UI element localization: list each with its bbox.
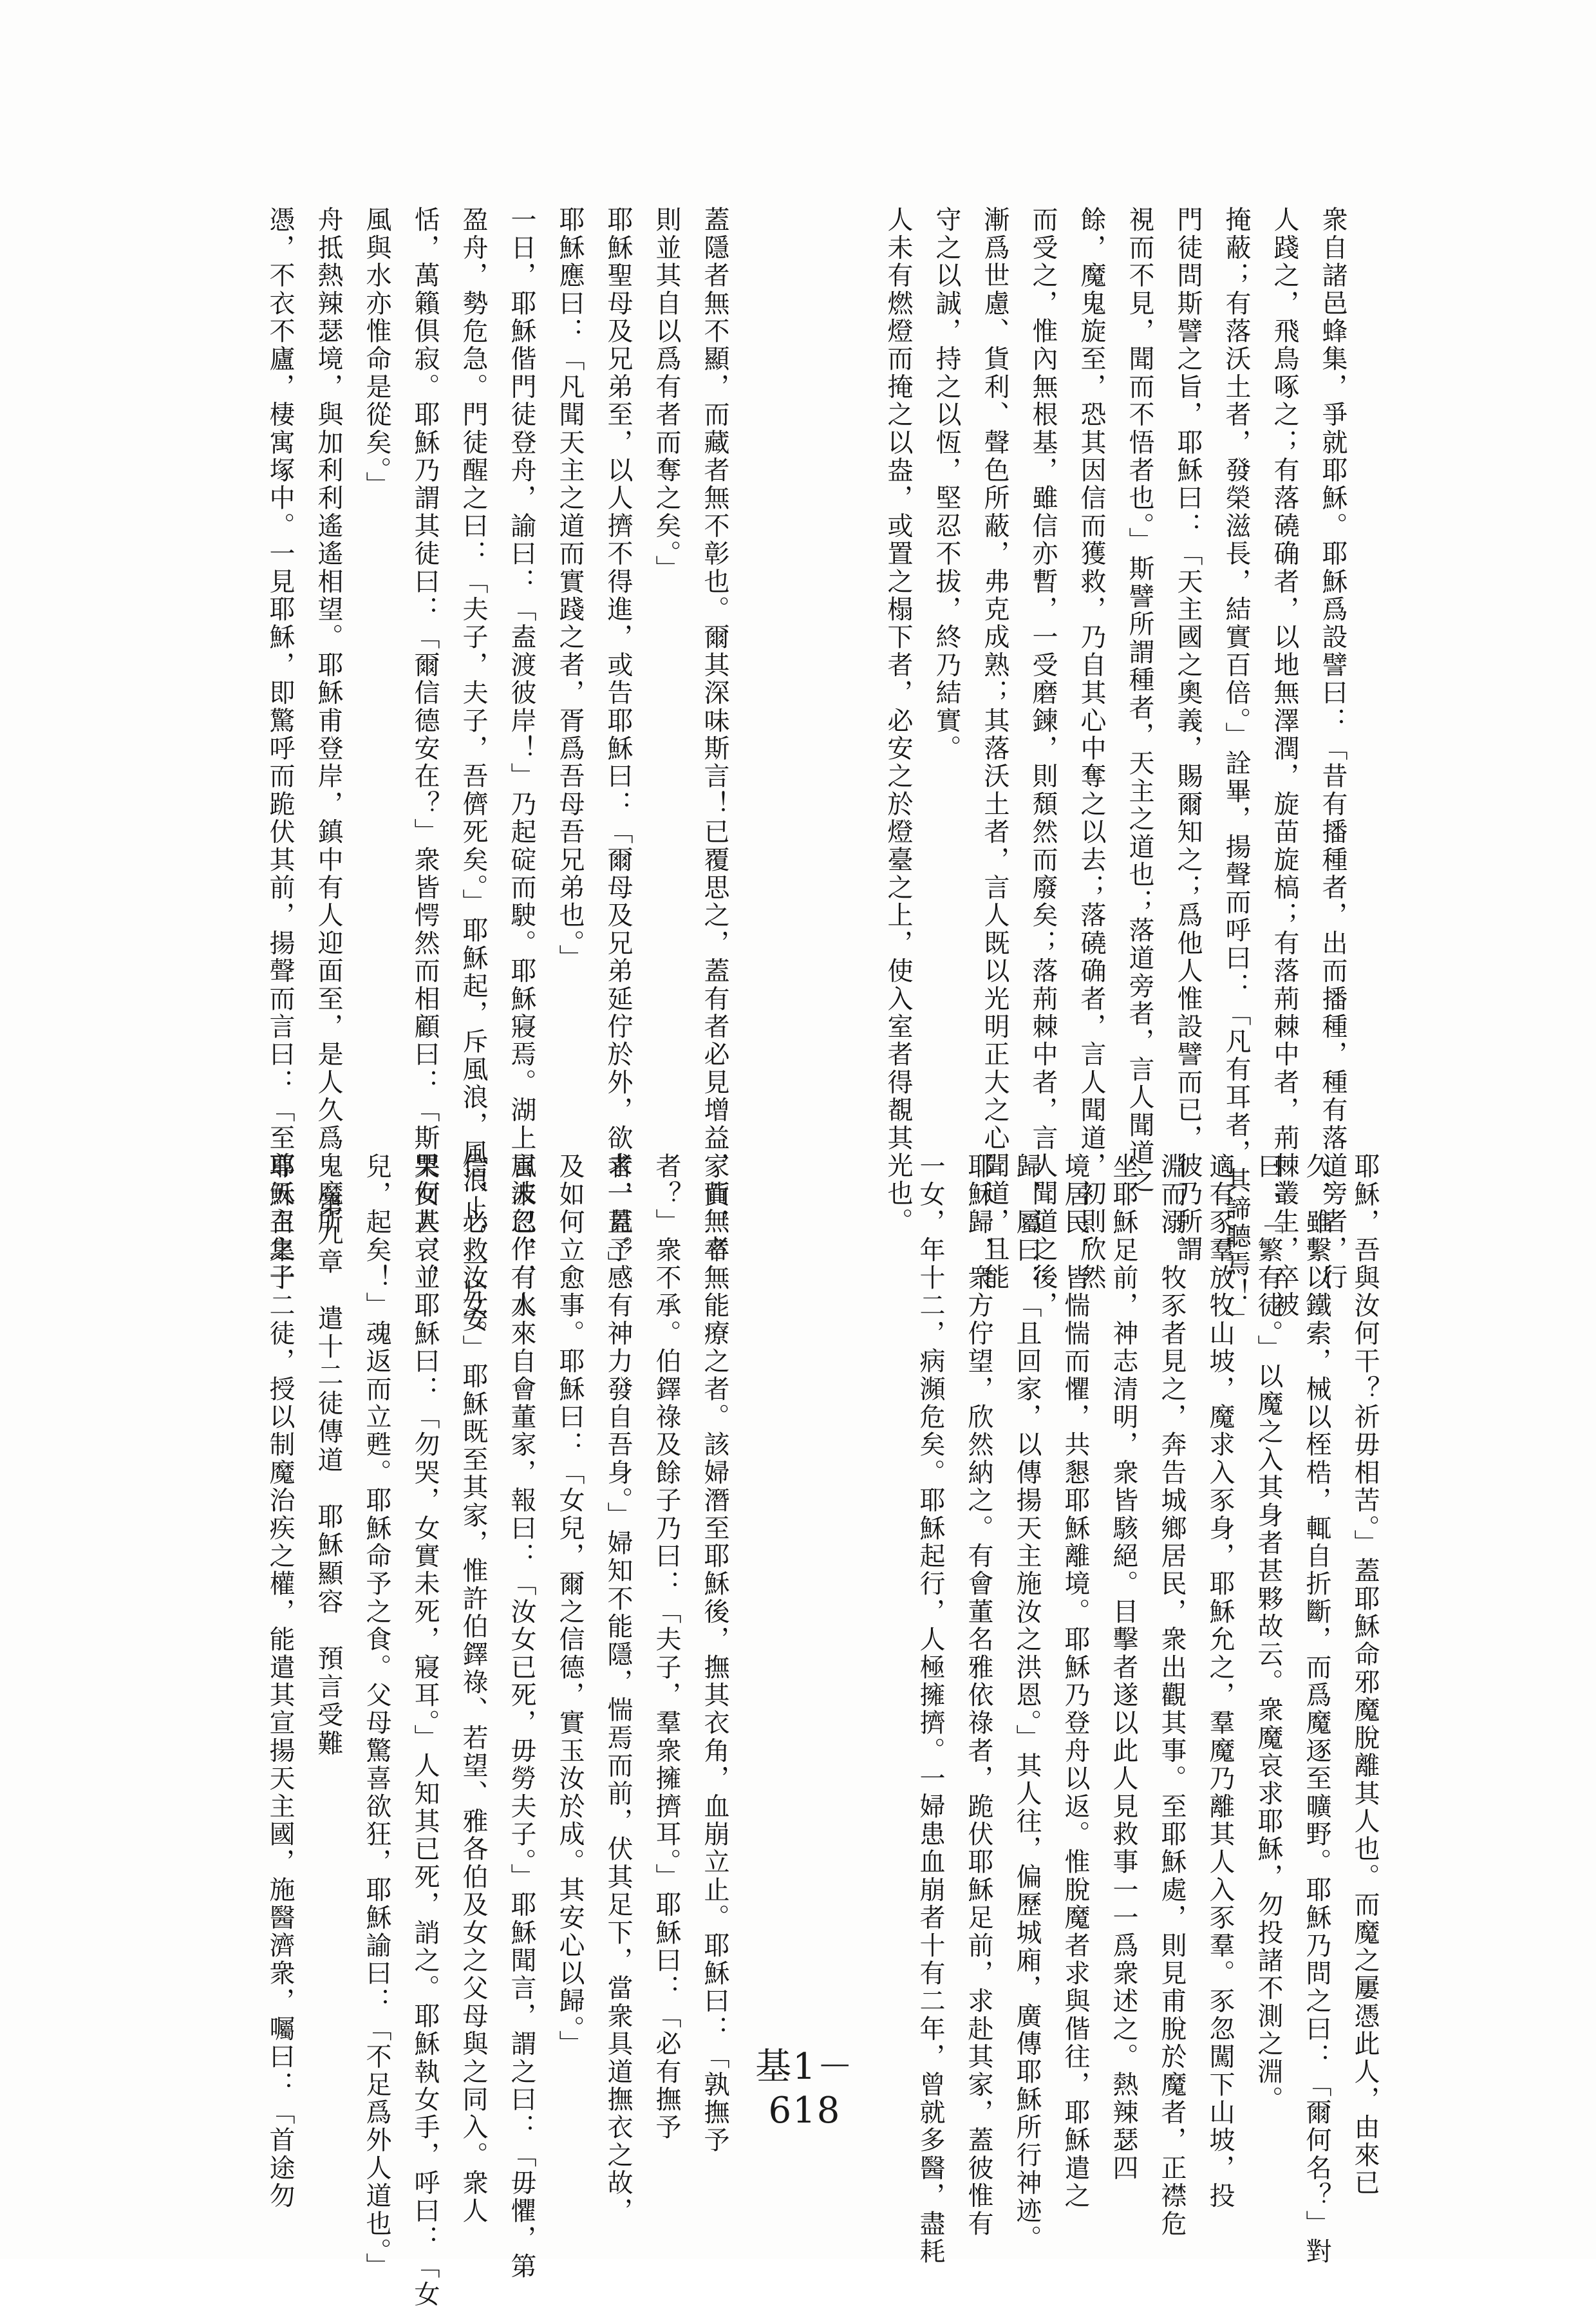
text-column: 恬，萬籟俱寂。耶穌乃謂其徒曰：「爾信德安在？」衆皆愕然而相顧曰：「斯果何人，並 bbox=[410, 206, 440, 1291]
text-column: 久，雖繫以鐵索，械以桎梏，輒自折斷，而爲魔逐至曠野。耶穌乃問之曰：「爾何名？」對 bbox=[1302, 1153, 1331, 2265]
text-column: 耶穌歸，衆方佇望，欣然納之。有會董名雅依祿者，跪伏耶穌足前，求赴其家，蓋彼惟有 bbox=[964, 1153, 993, 2238]
text-column: 哭女甚哀，耶穌曰：「勿哭，女實未死，寢耳。」人知其已死，誚之。耶穌執女手，呼曰：「女 bbox=[410, 1153, 440, 2308]
text-column: 人踐之，飛鳥啄之；有落磽确者，以地無澤潤，旋苗旋槁；有落荊棘中者，荊棘叢生，卒被 bbox=[1270, 206, 1299, 1319]
text-column: 一女，年十二，病瀕危矣。耶穌起行，人極擁擠。一婦患血崩者十有二年，曾就多醫，盡耗 bbox=[915, 1153, 945, 2265]
text-column: 歸，屬曰：「且回家，以傳揚天主施汝之洪恩。」其人往，偏歷城廂，廣傳耶穌所行神迹。 bbox=[1012, 1153, 1042, 2253]
text-block-top-left bbox=[248, 206, 729, 1334]
text-column: 則並其自以爲有者而奪之矣。」 bbox=[652, 206, 681, 583]
text-column: 盈舟，勢危急。門徒醒之曰：「夫子，夫子，吾儕死矣。」耶穌起，斥風浪，風浪止，一片安 bbox=[458, 206, 488, 1334]
text-column: 及如何立愈事。耶穌曰：「女兒，爾之信德，實玉汝於成。其安心以歸。」 bbox=[555, 1153, 585, 2058]
text-block-top-right bbox=[866, 206, 1347, 1334]
text-column: 耶穌，吾與汝何干？祈毋相苦。」蓋耶穌命邪魔脫離其人也。而魔之屢憑此人，由來已 bbox=[1350, 1153, 1380, 2197]
text-column: 守之以誠，持之以恆，堅忍不拔，終乃結實。 bbox=[932, 206, 961, 762]
text-column: 憑，不衣不廬，棲寓塚中。一見耶穌，即驚呼而跪伏其前，揚聲而言曰：「至尊天主之子 bbox=[265, 206, 295, 1291]
text-column: 淵而溺。牧豕者見之，奔告城鄉居民，衆出觀其事。至耶穌處，則見甫脫於魔者，正襟危 bbox=[1157, 1153, 1187, 2238]
text-column: 者，蓋予感有神力發自吾身。」婦知不能隱，惴焉而前，伏其足下，當衆具道撫衣之故， bbox=[603, 1153, 633, 2225]
text-column: 者？」衆不承。伯鐸祿及餘子乃曰：「夫子，羣衆擁擠耳。」耶穌曰：「必有撫予 bbox=[652, 1153, 681, 2142]
text-column: 耶穌聖母及兄弟至，以人擠不得進，或告耶穌曰：「爾母及兄弟延佇於外，欲求一見。」 bbox=[603, 206, 633, 1278]
text-column: 餘，魔鬼旋至，恐其因信而獲救，乃自其心中奪之以去；落磽确者，言人聞道，初則欣然 bbox=[1076, 206, 1106, 1291]
text-column: 兒，起矣！」魂返而立甦。耶穌命予之食。父母驚喜欲狂，耶穌諭曰：「不足爲外人道也。」 bbox=[362, 1153, 391, 2281]
text-column: 曰：「繁有徒。」以魔之入其身者甚夥故云。衆魔哀求耶穌，勿投諸不測之淵。 bbox=[1253, 1153, 1283, 2114]
text-column: 人未有燃燈而掩之以盎，或置之榻下者，必安之於燈臺之上，使入室者得覩其光也。 bbox=[883, 206, 913, 1236]
text-column: 衆自諸邑蜂集，爭就耶穌。耶穌爲設譬曰：「昔有播種者，出而播種，種有落道旁者，行 bbox=[1318, 206, 1347, 1291]
text-column: 風與水亦惟命是從矣。」 bbox=[362, 206, 391, 500]
text-column: 言未已，有人來自會董家，報曰：「汝女已死，毋勞夫子。」耶穌聞言，謂之曰：「毋懼，第 bbox=[507, 1153, 536, 2281]
text-column: 蓋隱者無不顯，而藏者無不彰也。爾其深味斯言！已覆思之，蓋有者必見增益，而無者 bbox=[700, 206, 729, 1263]
text-column: 耶穌應曰：「凡聞天主之道而實踐之者，胥爲吾母吾兄弟也。」 bbox=[555, 206, 585, 972]
text-column: 坐耶穌足前，神志清明，衆皆駭絕。目擊者遂以此人見救事一一爲衆述之。熱辣瑟四 bbox=[1109, 1153, 1138, 2182]
text-column: 一日，耶穌偕門徒登舟，諭曰：「盍渡彼岸！」乃起碇而駛。耶穌寢焉。湖上風波忽作，水 bbox=[507, 206, 536, 1319]
text-block-bottom-left bbox=[248, 1153, 729, 2308]
text-column: 掩蔽；有落沃土者，發榮滋長，結實百倍。」詮畢，揚聲而呼曰：「凡有耳者，其諦聽焉！」 bbox=[1221, 206, 1251, 1334]
text-column: 適有豕羣放牧山坡，魔求入豕身，耶穌允之，羣魔乃離其人入豕羣。豕忽闖下山坡，投 bbox=[1205, 1153, 1235, 2210]
text-column: 視而不見，聞而不悟者也。」斯譬所謂種者，天主之道也；落道旁者，言人聞道之 bbox=[1125, 206, 1154, 1195]
text-column: 信，必救汝女。」耶穌既至其家，惟許伯鐸祿、若望、雅各伯及女之父母與之同入。衆人 bbox=[458, 1153, 488, 2225]
text-column: 門徒問斯譬之旨，耶穌曰：「天主國之奧義，賜爾知之；爲他人惟設譬而已，彼乃所謂 bbox=[1173, 206, 1203, 1263]
text-column: 境居民，皆惴惴而懼，共懇耶穌離境。耶穌乃登舟以返。惟脫魔者求與偕往，耶穌遣之 bbox=[1060, 1153, 1090, 2210]
text-column: 家貲，卒無能療之者。該婦潛至耶穌後，撫其衣角，血崩立止。耶穌曰：「孰撫予 bbox=[700, 1153, 729, 2155]
page-number: 基1－618 bbox=[755, 2046, 854, 2132]
text-column: 而受之，惟內無根基，雖信亦暫，一受磨鍊，則頹然而廢矣；落荊棘中者，言人聞道之後， bbox=[1028, 206, 1058, 1319]
text-column: 耶穌召集十二徒，授以制魔治疾之權，能遣其宣揚天主國，施醫濟衆，囑曰：「首途勿 bbox=[265, 1153, 295, 2210]
text-column: 舟抵熱辣瑟境，與加利利遙遙相望。耶穌甫登岸，鎮中有人迎面至，是人久爲鬼魔所 bbox=[314, 206, 343, 1236]
text-column: 漸爲世慮、貨利、聲色所蔽，弗克成熟；其落沃土者，言人既以光明正大之心聞道，且能 bbox=[980, 206, 1009, 1291]
chapter-heading: 第九章 遣十二徒傳道 耶穌顯容 預言受難 bbox=[314, 1191, 343, 1758]
text-block-bottom-right bbox=[898, 1153, 1380, 2265]
